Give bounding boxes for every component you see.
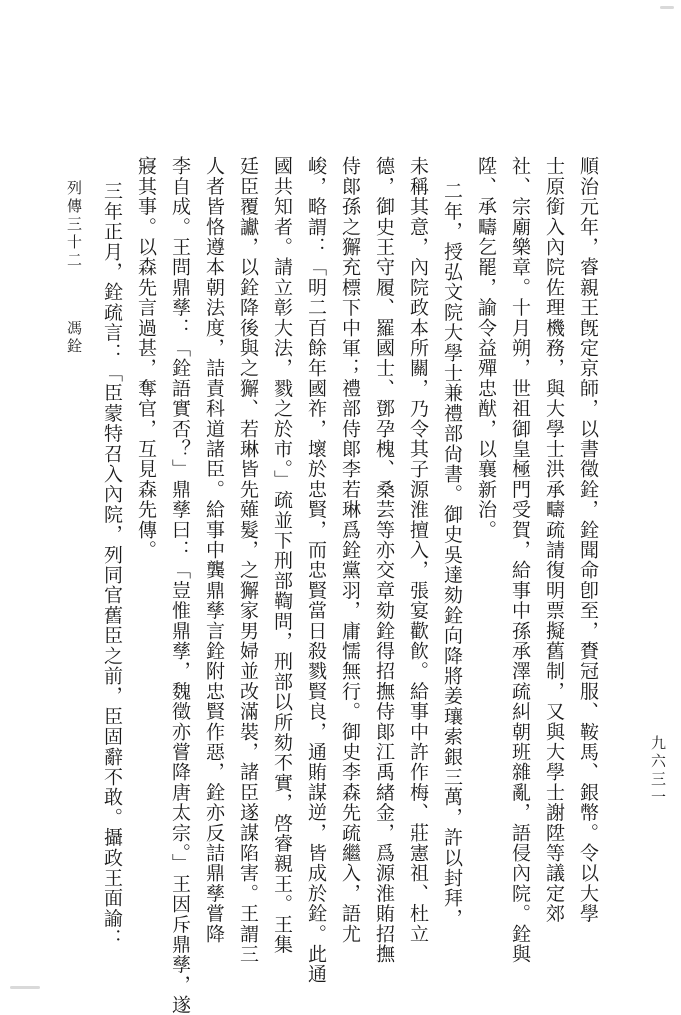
text-column-8: 侍郞孫之獬充標下中軍；禮部侍郞李若琳爲銓黨羽，庸懦無行。御史李森先疏繼入，語尤 <box>339 156 361 944</box>
text-column-14: 寢其事。以森先言過甚，奪官，互見森先傳。 <box>135 156 157 560</box>
text-column-9: 峻，略謂：「明二百餘年國祚，壞於忠賢，而忠賢當日殺戮賢良，通賄謀逆，皆成於銓。此通 <box>305 156 327 985</box>
text-column-10: 國共知者。請立彰大法，戮之於市。」疏並下刑部鞫問，刑部以所劾不實，啓睿親王。王集 <box>271 156 293 955</box>
scan-mark <box>660 6 674 9</box>
text-column-6: 未稱其意，內院政本所關，乃令其子源淮擅入，張宴歡飮。給事中許作梅、莊憲祖、杜立 <box>407 156 429 944</box>
chapter-label: 列傳三十二 <box>65 180 83 270</box>
text-column-11: 廷臣覆讞，以銓降後與之獬、若琳皆先薙髮，之獬家男婦並改滿裝，諸臣遂謀陷害。王謂三 <box>237 156 259 964</box>
text-column-2: 士原銜入內院佐理機務，與大學士洪承疇疏請復明票擬舊制，又與大學士謝陞等議定郊 <box>543 156 565 924</box>
text-column-1: 順治元年，睿親王旣定京師，以書徵銓，銓聞命卽至，賚冠服、鞍馬、銀幣。令以大學 <box>577 156 599 924</box>
text-column-3: 社、宗廟樂章。十月朔，世祖御皇極門受賀，給事中孫承澤疏糾朝班雜亂，語侵內院。銓與 <box>509 156 531 964</box>
page-number: 九六三一 <box>649 735 667 807</box>
text-column-7: 德，御史王守履、羅國士、鄧孕槐、桑芸等亦交章劾銓得招撫侍郞江禹緖金，爲源淮賄招撫 <box>373 156 395 964</box>
subject-label: 馮銓 <box>65 320 83 356</box>
text-column-5: 二年，授弘文院大學士兼禮部尙書。御史吳達劾銓向降將姜瓖索銀三萬，許以封拜， <box>441 181 463 929</box>
text-column-15: 三年正月，銓疏言：「臣蒙特召入內院，列同官舊臣之前，臣固辭不敢。攝政王面諭： <box>101 181 123 949</box>
text-column-4: 陞、承疇乞罷，諭令益殫忠猷，以襄新治。 <box>475 156 497 540</box>
text-column-12: 人者皆恪遵本朝法度，詰責科道諸臣。給事中龔鼎孳言銓附忠賢作惡，銓亦反詰鼎孳嘗降 <box>203 156 225 944</box>
scan-mark <box>10 986 40 989</box>
text-column-13: 李自成。王問鼎孳：「銓語實否？」鼎孳曰：「豈惟鼎孳，魏徵亦嘗降唐太宗。」王因斥鼎孳，遂 <box>169 156 191 1015</box>
